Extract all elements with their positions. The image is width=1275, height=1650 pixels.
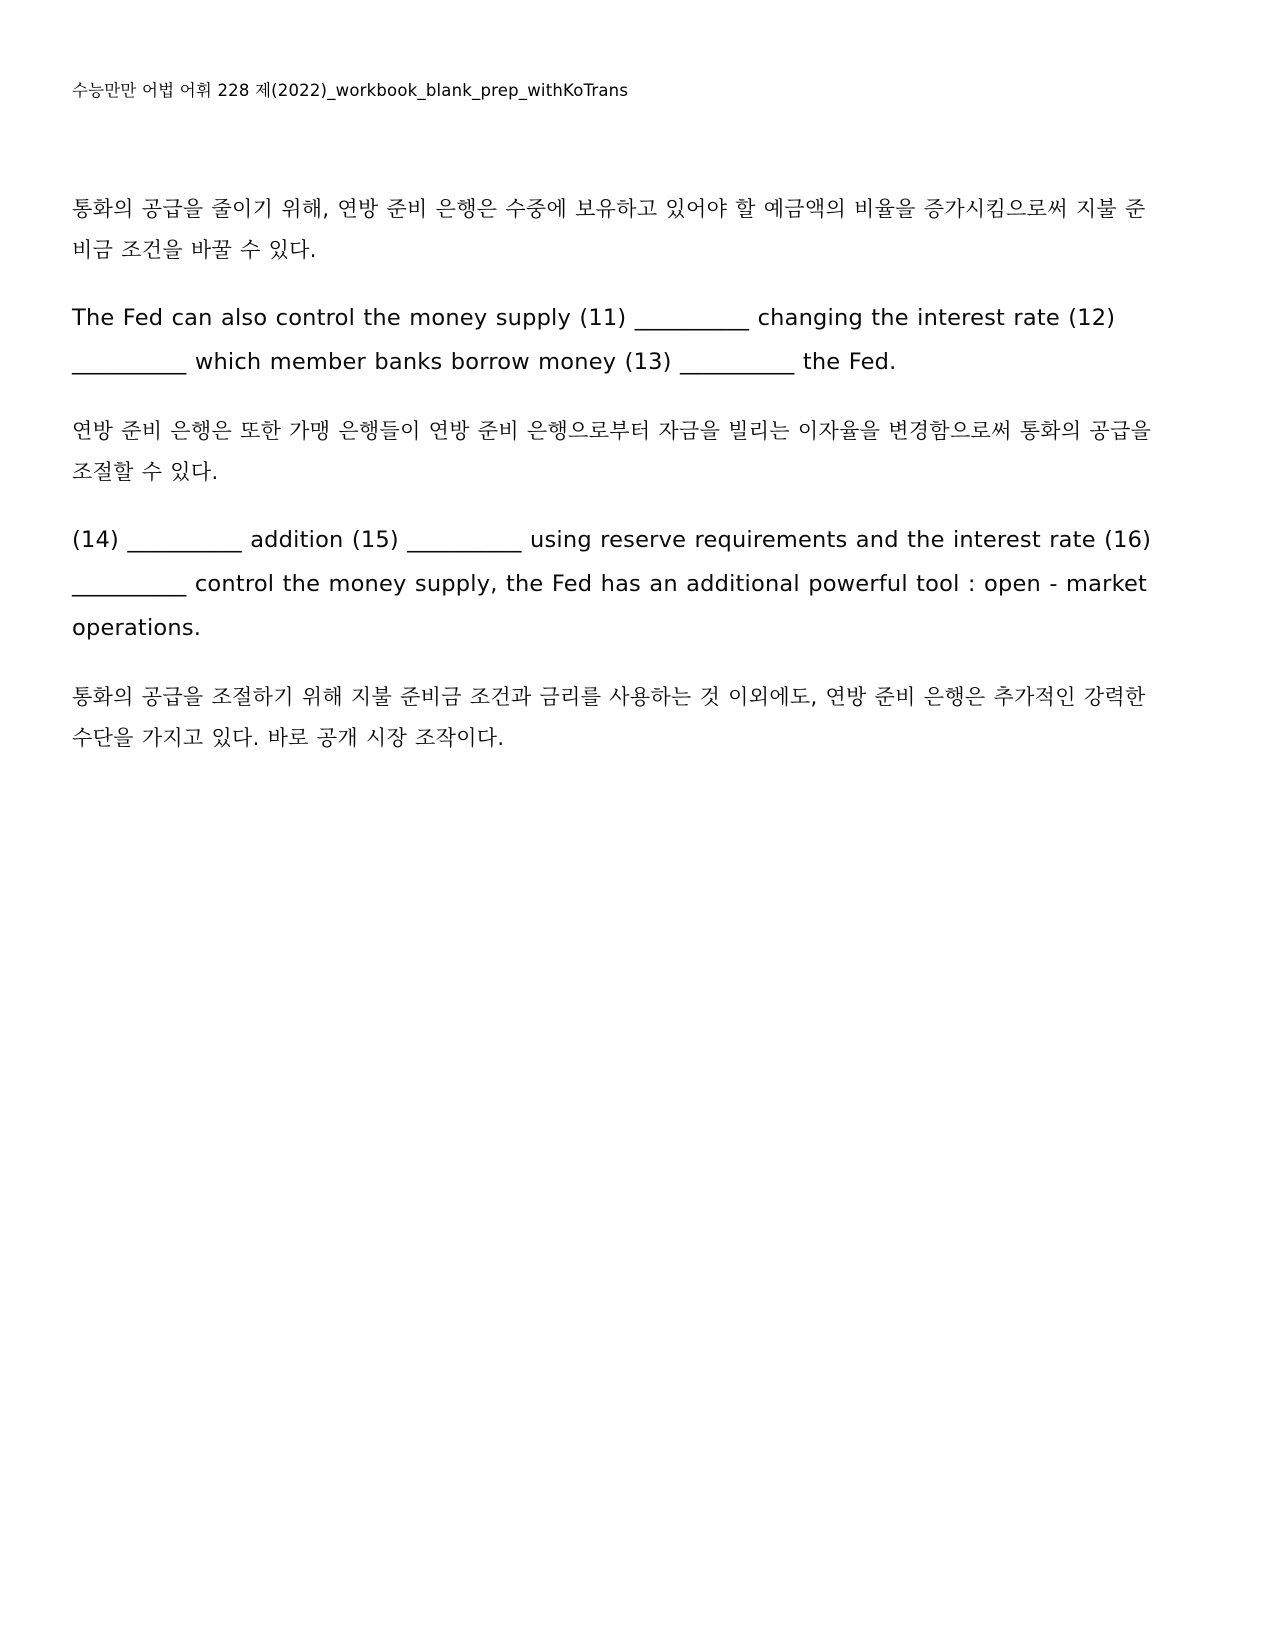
document-header-title: 수능만만 어법 어휘 228 제(2022)_workbook_blank_prep_withKoTrans [72,81,629,100]
paragraph-korean-2: 연방 준비 은행은 또한 가맹 은행들이 연방 준비 은행으로부터 자금을 빌리는 이자율을 변경함으로써 통화의 공급을 조절할 수 있다. [72,419,1152,484]
paragraph-english-1: The Fed can also control the money supply (11) __________ changing the interest rate (12) __________ which member banks borrow money (13) __________ the Fed. [72,305,1116,376]
paragraph-korean-3: 통화의 공급을 조절하기 위해 지불 준비금 조건과 금리를 사용하는 것 이외에도, 연방 준비 은행은 추가적인 강력한 수단을 가지고 있다. 바로 공개 시장 조작이다. [72,684,1146,750]
paragraph-english-2: (14) __________ addition (15) __________ using reserve requirements and the interest rate (16) __________ control the money supply, the Fed has an additional powerful tool : open - market operations. [72,526,1152,641]
paragraph-korean-1: 통화의 공급을 줄이기 위해, 연방 준비 은행은 수중에 보유하고 있어야 할 예금액의 비율을 증가시킴으로써 지불 준비금 조건을 바꿀 수 있다. [72,197,1146,263]
document-body [72,189,1155,758]
